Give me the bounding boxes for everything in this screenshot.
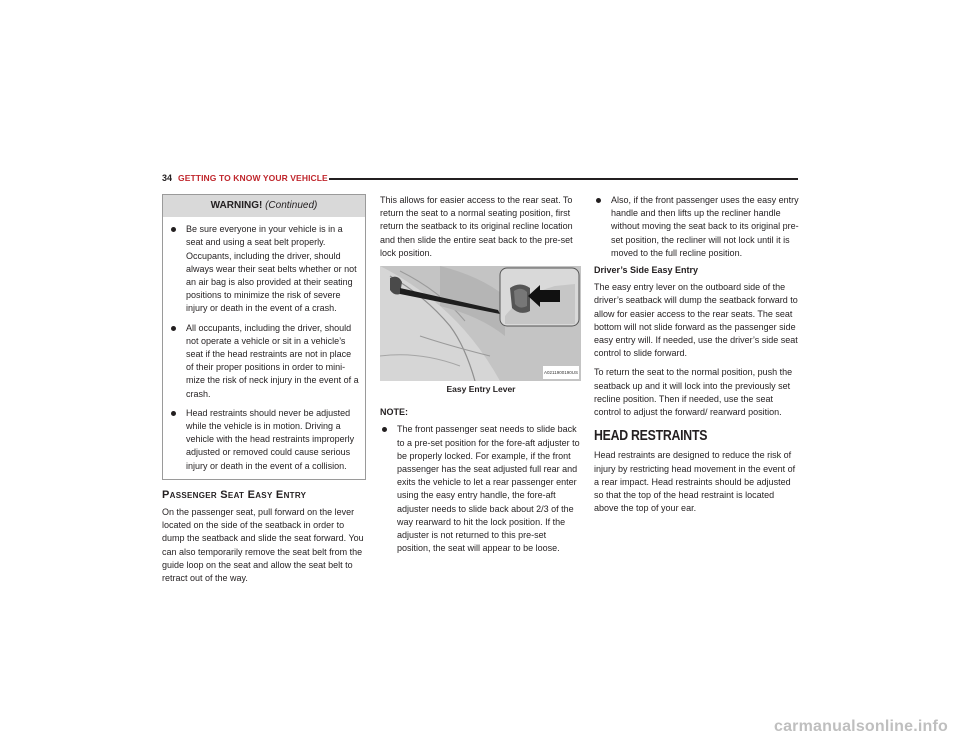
passenger-easy-entry-body: On the passenger seat, pull forward on the lever located on the side of the seatback in order to dump the seatback and slide the seat forward. You can also temporarily remove the seat belt from the guide loop on the seat and allow the seat belt to retract out of the way. [162,507,364,584]
header-rule [329,178,798,180]
easy-entry-lever-figure [380,266,581,381]
warning-item: All occupants, including the driver, should not operate a vehicle or sit in a vehicle’s seat if the head restraints are not in place of their proper positions in order to mini-mize the risk of neck injury in the event of a crash. [169,322,361,401]
bullet-icon [382,427,387,432]
note-item: Also, if the front passenger uses the easy entry handle and then lifts up the recliner handle without moving the seat back to its original pre-set position, the recliner will not lock until it is moved to the full recline position. [594,194,799,260]
column-middle [380,194,582,559]
driver-easy-entry-heading: Driver’s Side Easy Entry [594,265,699,276]
warning-continued: (Continued) [265,200,318,211]
warning-header [163,195,365,217]
bullet-icon [171,227,176,232]
watermark: carmanualsonline.info [773,718,948,735]
bullet-icon [171,411,176,416]
column-left [162,194,368,591]
section-title: GETTING TO KNOW YOUR VEHICLE [178,173,328,183]
passenger-easy-entry-heading: Passenger Seat Easy Entry [162,488,307,501]
bullet-icon [596,198,601,203]
head-restraints-body: Head restraints are designed to reduce the risk of injury by restricting head movement in the event of a rear impact. Head restraints should be adjusted so that the top of the head restraint is located above the top of your ear. [594,450,796,514]
seat-illustration [380,266,581,381]
bullet-icon [171,326,176,331]
note-item: The front passenger seat needs to slide back to a pre-set position for the fore-aft adjuster to be properly locked. For example, if the front passenger has the seat adjusted full rear and exits the vehicle to let a rear passenger enter using the easy entry handle, the fore-aft adjuster needs to slide back about 2/3 of the way rearward to hit the lock position. If the adjuster is not returned to this pre-set position, the seat will appear to be loose. [380,423,582,555]
page-header [162,173,798,187]
head-restraints-heading: HEAD RESTRAINTS [594,427,708,445]
figure-caption: Easy Entry Lever [446,384,516,395]
warning-title: WARNING! [210,200,263,211]
page-number: 34 [162,173,173,183]
driver-easy-entry-body-1: The easy entry lever on the outboard side of the driver’s seatback will dump the seatback forward to allow for easier access to the rear seats. The seat bottom will not slide forward as the passenger side easy entry will. If needed, use the driver’s side seat control to slide forward. [594,282,798,359]
note-label: NOTE: [380,407,408,418]
figure-code: A0211900190US [543,366,579,379]
column-right [594,194,799,521]
easy-entry-intro: This allows for easier access to the rear seat. To return the seat to a normal seating position, first return the seatback to its original recline location and then slide the entire seat back to the pre-set lock position. [380,195,573,258]
warning-box [162,194,366,480]
note-list [380,423,582,555]
note-list-continued [594,194,799,260]
warning-list [163,217,365,479]
driver-easy-entry-body-2: To return the seat to the normal position, push the seatback up and it will lock into the previously set recline position. Then if needed, use the seat control to adjust the forward/ rearward position. [594,367,793,418]
warning-item: Head restraints should never be adjusted while the vehicle is in motion. Driving a vehicle with the head restraints improperly adjusted or removed could cause serious injury or death in the event of a collision. [169,407,361,473]
warning-item: Be sure everyone in your vehicle is in a seat and using a seat belt properly. Occupants, including the driver, should always wear their seat belts whether or not an air bag is also provided at their seating positions to minimize the risk of severe injury or death in the event of a crash. [169,223,361,315]
